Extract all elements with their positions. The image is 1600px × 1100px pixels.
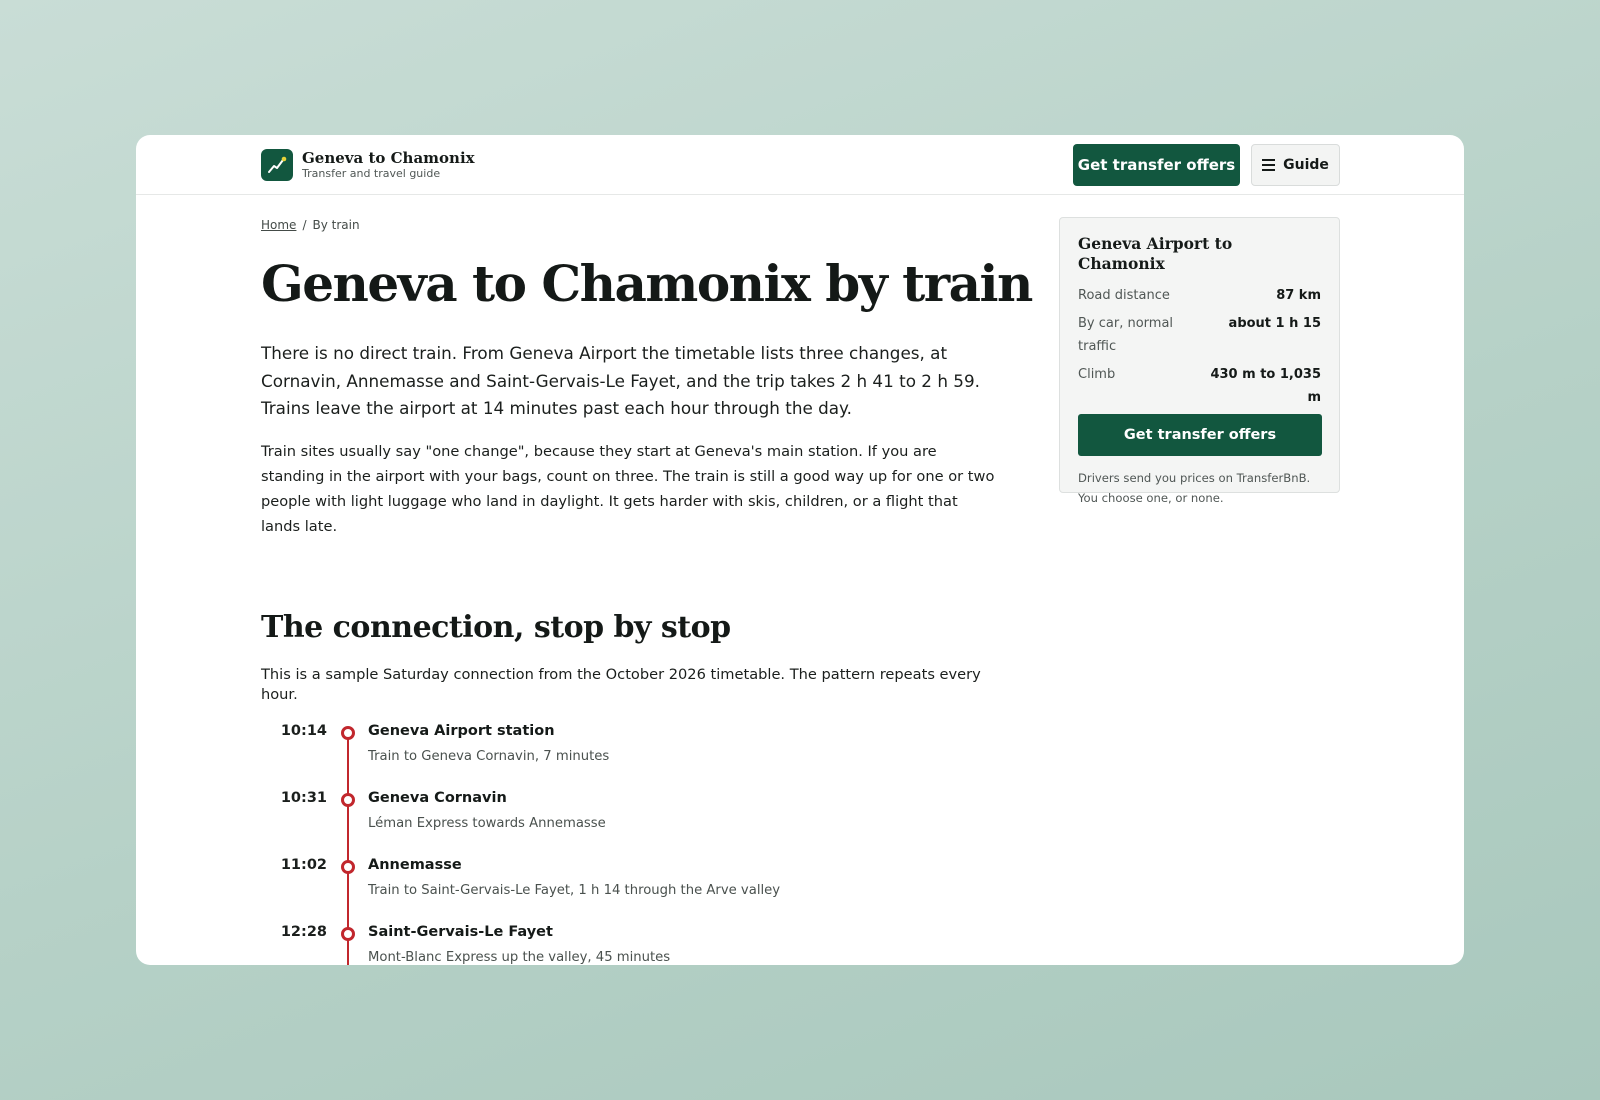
breadcrumb-home-link[interactable]: Home — [261, 218, 297, 232]
timeline-stop — [261, 723, 1011, 790]
breadcrumb-current: By train — [312, 218, 360, 232]
stop-name: Saint-Gervais-Le Fayet — [368, 923, 553, 940]
brand-tagline: Transfer and travel guide — [302, 167, 441, 180]
fact-row — [1078, 312, 1321, 358]
fact-value: 430 m to 1,035 m — [1210, 367, 1321, 405]
fact-row — [1078, 363, 1321, 409]
fact-value: about 1 h 15 — [1228, 316, 1321, 331]
timeline — [261, 723, 1011, 966]
route-logo-icon — [261, 149, 293, 181]
stop-marker-icon — [341, 927, 355, 941]
fact-label: Climb — [1078, 367, 1116, 382]
guide-label: Guide — [1283, 157, 1329, 173]
section-title: The connection, stop by stop — [261, 609, 731, 645]
trip-facts — [1078, 284, 1321, 409]
brand[interactable] — [261, 149, 475, 181]
stop-time: 11:02 — [280, 856, 327, 873]
guide-menu-button[interactable] — [1251, 144, 1340, 186]
stop-name: Geneva Airport station — [368, 722, 555, 739]
brand-name: Geneva to Chamonix — [302, 149, 475, 167]
section-intro: This is a sample Saturday connection from the October 2026 timetable. The pattern repeats every hour. — [261, 665, 981, 703]
stop-detail: Train to Geneva Cornavin, 7 minutes — [368, 748, 610, 764]
fact-value: 87 km — [1276, 288, 1321, 303]
breadcrumb-separator: / — [302, 218, 307, 232]
page-title: Geneva to Chamonix by train — [261, 254, 1032, 313]
timeline-stop — [261, 790, 1011, 857]
stop-detail: Mont-Blanc Express up the valley, 45 minutes — [368, 949, 671, 965]
stop-name: Annemasse — [368, 856, 462, 873]
fact-label: By car, normal traffic — [1078, 316, 1174, 354]
menu-icon — [1262, 159, 1275, 171]
body-paragraph: Train sites usually say "one change", because they start at Geneva's main station. If you are standing in the airport with your bags, count on three. The train is still a good way up for one or two people with light luggage who land in daylight. It gets harder with skis, children, or a flight that lands late. — [261, 442, 995, 535]
stop-marker-icon — [341, 793, 355, 807]
stop-name: Geneva Cornavin — [368, 789, 507, 806]
main-content — [261, 218, 1032, 965]
stop-time: 10:14 — [280, 722, 327, 739]
site-header — [136, 135, 1464, 195]
stop-time: 10:31 — [280, 789, 327, 806]
browser-window — [136, 135, 1464, 965]
timeline-stop — [261, 924, 1011, 966]
stop-detail: Léman Express towards Annemasse — [368, 815, 606, 831]
fact-row — [1078, 284, 1321, 307]
get-transfer-offers-button[interactable]: Get transfer offers — [1073, 144, 1240, 186]
card-title: Geneva Airport to Chamonix — [1078, 234, 1233, 273]
stop-marker-icon — [341, 860, 355, 874]
stop-time: 12:28 — [280, 923, 327, 940]
card-get-transfer-offers-button[interactable]: Get transfer offers — [1078, 414, 1322, 456]
timeline-stop — [261, 857, 1011, 924]
lead-paragraph: There is no direct train. From Geneva Airport the timetable lists three changes, at Cornavin, Annemasse and Saint-Gervais-Le Fayet, and the trip takes 2 h 41 to 2 h 59. Trains leave the airport at 14 minutes past each hour through the day. — [261, 343, 980, 418]
trip-summary-card — [1059, 217, 1340, 505]
stop-detail: Train to Saint-Gervais-Le Fayet, 1 h 14 through the Arve valley — [368, 882, 781, 898]
card-note: Drivers send you prices on TransferBnB. You choose one, or none. — [1078, 471, 1311, 505]
fact-label: Road distance — [1078, 288, 1170, 303]
stop-marker-icon — [341, 726, 355, 740]
breadcrumb — [261, 218, 1011, 232]
